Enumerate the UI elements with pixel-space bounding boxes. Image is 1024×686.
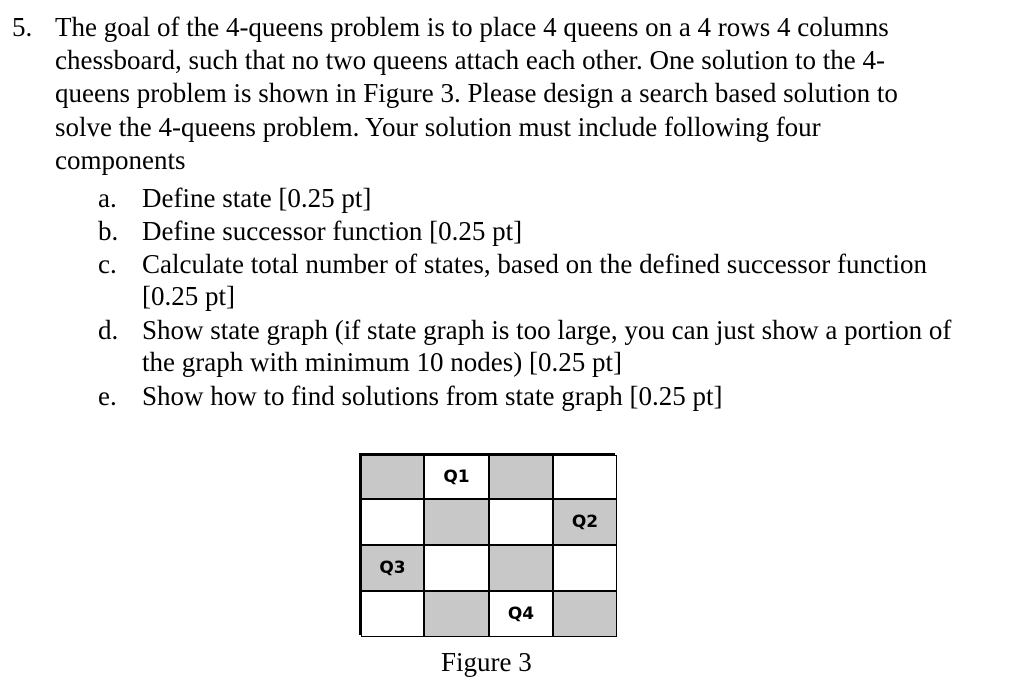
statement-line: queens problem is shown in Figure 3. Please design a search based solution to: [55, 78, 898, 109]
item-text: Show state graph (if state graph is too large, you can just show a portion of: [142, 315, 952, 345]
board-cell: [361, 455, 424, 499]
board-cell: [361, 591, 424, 637]
board-cell: [424, 591, 489, 637]
statement-line: components: [55, 144, 186, 175]
queen-cell-q3: [361, 545, 424, 591]
board-cell: [489, 455, 553, 499]
statement-line: The goal of the 4-queens problem is to place 4 queens on a 4 rows 4 columns: [55, 12, 889, 42]
item-text: Define state [0.25 pt]: [142, 183, 372, 213]
item-text: Calculate total number of states, based on the defined successor function: [142, 249, 928, 279]
queen-cell-q2: [553, 499, 617, 545]
item-text: [0.25 pt]: [142, 281, 235, 311]
item-letter: e.: [98, 381, 117, 411]
item-letter: b.: [98, 216, 119, 246]
queen-label: Q4: [507, 604, 535, 624]
board-cell: [361, 499, 424, 545]
queen-label: Q1: [443, 467, 470, 487]
statement-line: chessboard, such that no two queens attach each other. One solution to the 4-: [55, 45, 886, 76]
item-text: the graph with minimum 10 nodes) [0.25 pt]: [142, 347, 622, 377]
queen-label: Q3: [379, 558, 406, 578]
figure-caption: Figure 3: [441, 647, 532, 677]
board-cell: [489, 545, 553, 591]
queen-label: Q2: [571, 512, 599, 532]
statement-line: solve the 4-queens problem. Your solution must include following four: [55, 111, 821, 142]
board-cell: [424, 499, 489, 545]
board-cell: [424, 545, 489, 591]
chessboard-figure: [359, 453, 615, 635]
board-cell: [489, 499, 553, 545]
board-cell: [553, 591, 617, 637]
queen-cell-q1: [424, 455, 489, 499]
item-letter: a.: [98, 183, 117, 213]
board-cell: [553, 545, 617, 591]
problem-number: 5.: [12, 12, 33, 42]
queen-cell-q4: [489, 591, 553, 637]
item-text: Define successor function [0.25 pt]: [142, 216, 523, 246]
problem-statement: [55, 11, 990, 177]
item-letter: d.: [98, 315, 119, 345]
item-letter: c.: [98, 249, 117, 279]
board-cell: [553, 455, 617, 499]
item-text: Show how to find solutions from state graph [0.25 pt]: [142, 381, 723, 411]
